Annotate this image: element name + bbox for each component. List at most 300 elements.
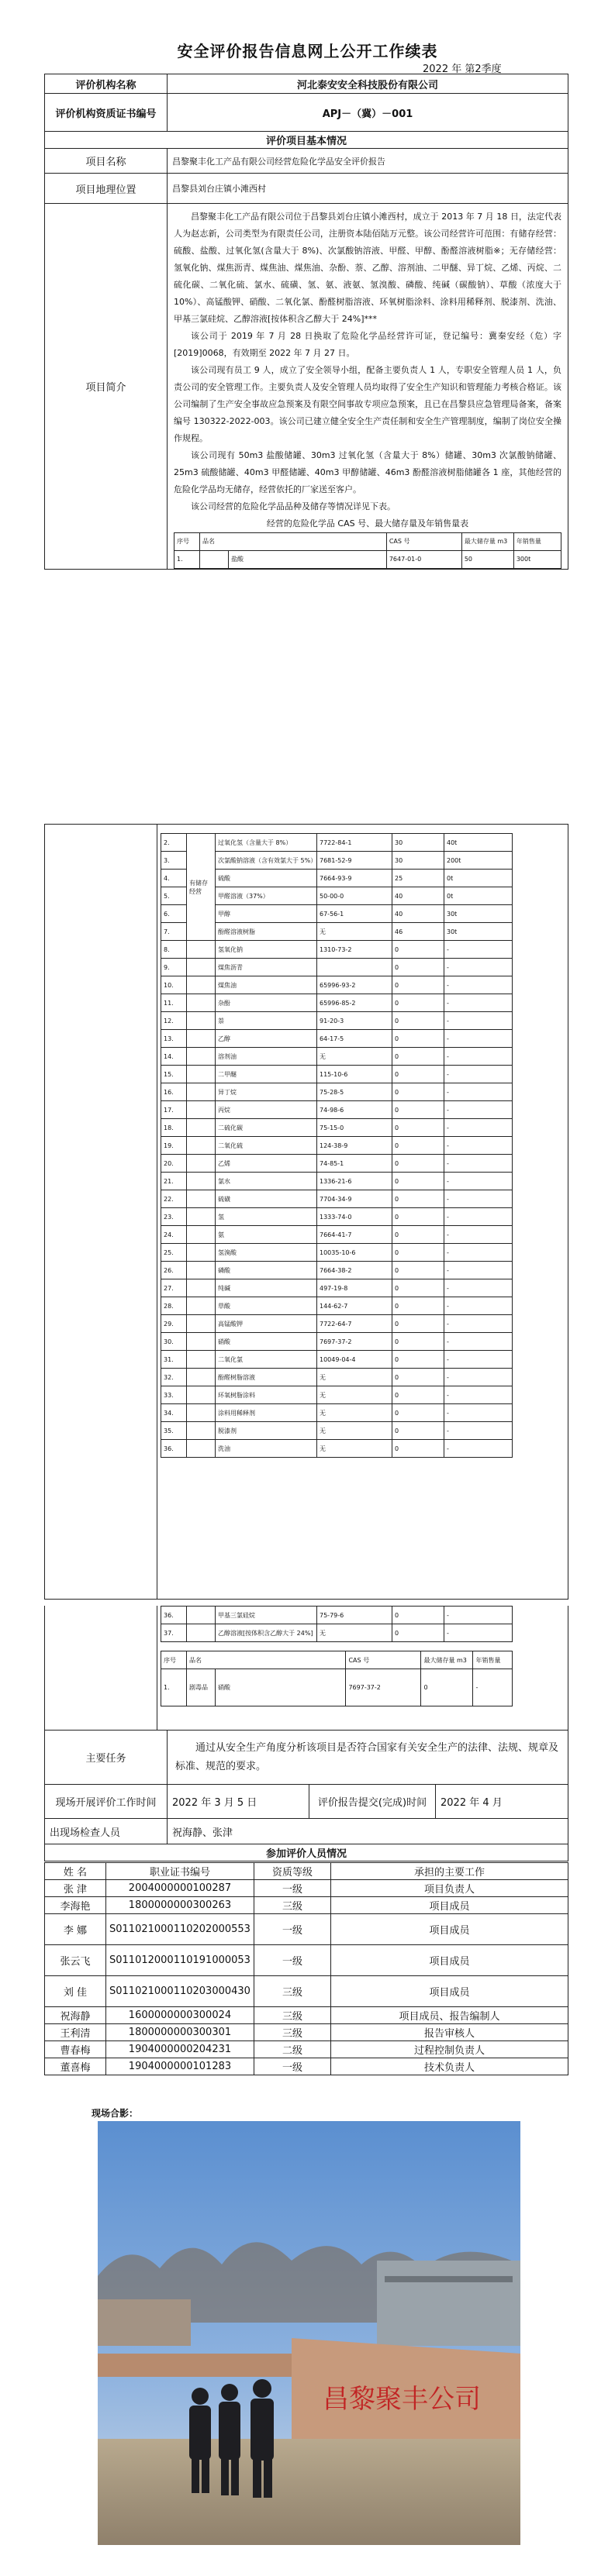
sub-header-cell: 年销售量 bbox=[473, 1651, 513, 1669]
chem-cell: 无 bbox=[317, 1386, 392, 1404]
chem-cell bbox=[187, 976, 216, 994]
table-caption: 经营的危险化学品 CAS 号、最大储存量及年销售量表 bbox=[266, 518, 469, 529]
chem-row bbox=[161, 1315, 513, 1333]
sub-cell: 硝酸 bbox=[216, 1669, 346, 1706]
chem-cell: 异丁烷 bbox=[216, 1083, 317, 1101]
sub-header-cell: 序号 bbox=[174, 533, 200, 551]
chem-cell: 二硫化碳 bbox=[216, 1119, 317, 1137]
chem-cell bbox=[187, 1404, 216, 1422]
intro-paragraph: 该公司现有 50m3 盐酸储罐、30m3 过氧化氢（含量大于 8%）储罐、30m3 次氯酸钠储罐、25m3 硫酸储罐、40m3 甲醛储罐、40m3 甲醇储罐、46m3 酚醛溶液树脂储罐各 1 座，其他经营的危险化学品均无储存，经营依托的厂家送至客户。 bbox=[174, 450, 561, 494]
chem-cell: 6. bbox=[161, 905, 187, 923]
chem-cell: 16. bbox=[161, 1083, 187, 1101]
location-label: 项目地理位置 bbox=[45, 174, 168, 204]
chem-cell: 0 bbox=[392, 1101, 444, 1119]
sub-header-cell: 序号 bbox=[161, 1651, 187, 1669]
chem-cell: 7664-41-7 bbox=[317, 1226, 392, 1244]
staff-cell: 二级 bbox=[254, 2041, 330, 2058]
chem-cell: 0 bbox=[392, 1226, 444, 1244]
chem-cell: - bbox=[444, 1137, 513, 1155]
chem-cell: - bbox=[444, 994, 513, 1012]
chem-cell: 91-20-3 bbox=[317, 1012, 392, 1030]
chem-cell bbox=[187, 1048, 216, 1066]
chem-cell: 29. bbox=[161, 1315, 187, 1333]
sub-cell: 7697-37-2 bbox=[346, 1669, 421, 1706]
chem-row bbox=[161, 1624, 513, 1642]
info-table bbox=[44, 74, 568, 570]
sub-cell: 50 bbox=[461, 551, 513, 569]
staff-cell: 李海艳 bbox=[45, 1897, 106, 1914]
chem-cell: 40t bbox=[444, 834, 513, 852]
staff-cell: 1904000000204231 bbox=[106, 2041, 254, 2058]
chem-cell bbox=[317, 959, 392, 976]
chem-row bbox=[161, 1012, 513, 1030]
staff-cell: 三级 bbox=[254, 1897, 330, 1914]
chem-cell: 0 bbox=[392, 959, 444, 976]
chem-table-b bbox=[161, 1606, 513, 1642]
sub-cell: 1. bbox=[174, 551, 200, 569]
chem-cell: - bbox=[444, 1083, 513, 1101]
chem-cell: 30. bbox=[161, 1333, 187, 1351]
staff-cell: 项目负责人 bbox=[330, 1880, 568, 1897]
chem-cell bbox=[187, 1244, 216, 1262]
chem-cell bbox=[187, 1190, 216, 1208]
chem-cell: 无 bbox=[317, 1048, 392, 1066]
chem-cell: 0t bbox=[444, 887, 513, 905]
chem-cell: - bbox=[444, 1351, 513, 1369]
chem-row bbox=[161, 1173, 513, 1190]
chem-cell: 1336-21-6 bbox=[317, 1173, 392, 1190]
chem-cell: 7697-37-2 bbox=[317, 1333, 392, 1351]
chem-cell bbox=[187, 1386, 216, 1404]
staff-cell: 报告审核人 bbox=[330, 2024, 568, 2041]
chem-cell: 硫酸 bbox=[216, 870, 317, 887]
staff-cell: 项目成员 bbox=[330, 1945, 568, 1976]
chem-cell: 0 bbox=[392, 1048, 444, 1066]
chem-cell: - bbox=[444, 1404, 513, 1422]
staff-row bbox=[45, 2007, 568, 2024]
chem-row bbox=[161, 1048, 513, 1066]
chem-cell: - bbox=[444, 1190, 513, 1208]
chem-cell: 30t bbox=[444, 923, 513, 941]
chem-row bbox=[161, 1297, 513, 1315]
chem-cell: 200t bbox=[444, 852, 513, 870]
chem-cell: - bbox=[444, 1369, 513, 1386]
chem-cell: 环氧树脂涂料 bbox=[216, 1386, 317, 1404]
staff-cell: 过程控制负责人 bbox=[330, 2041, 568, 2058]
chem-cell: 34. bbox=[161, 1404, 187, 1422]
chem-cell: 37. bbox=[161, 1624, 187, 1642]
staff-row bbox=[45, 1945, 568, 1976]
chem-cell: 0 bbox=[392, 1279, 444, 1297]
chem-cell: 0 bbox=[392, 1012, 444, 1030]
chem-row bbox=[161, 994, 513, 1012]
chem-row bbox=[161, 1351, 513, 1369]
chem-cell: 0 bbox=[392, 1244, 444, 1262]
chem-cell: 50-00-0 bbox=[317, 887, 392, 905]
chem-cell: 75-15-0 bbox=[317, 1119, 392, 1137]
location-value: 昌黎县刘台庄镇小滩西村 bbox=[168, 174, 568, 204]
chem-cell: 11. bbox=[161, 994, 187, 1012]
chem-cell: 氨 bbox=[216, 1226, 317, 1244]
staff-cell: 项目成员 bbox=[330, 1976, 568, 2007]
chem-cell: 13. bbox=[161, 1030, 187, 1048]
chem-cell: 31. bbox=[161, 1351, 187, 1369]
chem-cell: 46 bbox=[392, 923, 444, 941]
org-value: 河北泰安安全科技股份有限公司 bbox=[168, 74, 568, 94]
chem-cell: 酚醛树脂溶液 bbox=[216, 1369, 317, 1386]
chem-cell: 33. bbox=[161, 1386, 187, 1404]
staff-cell: 技术负责人 bbox=[330, 2058, 568, 2075]
staff-cell: 1800000000300263 bbox=[106, 1897, 254, 1914]
chem-row bbox=[161, 941, 513, 959]
chem-cell: 10035-10-6 bbox=[317, 1244, 392, 1262]
chem-cell: 40 bbox=[392, 905, 444, 923]
staff-row bbox=[45, 1914, 568, 1945]
chem-cell: 乙烯 bbox=[216, 1155, 317, 1173]
chem-cell bbox=[187, 1119, 216, 1137]
submit-time-value: 2022 年 4 月 bbox=[436, 1785, 568, 1819]
chem-cell: 0 bbox=[392, 1208, 444, 1226]
chem-cell: 32. bbox=[161, 1369, 187, 1386]
chem-cell: - bbox=[444, 1297, 513, 1315]
chem-cell: 0 bbox=[392, 1137, 444, 1155]
chem-cell: 0 bbox=[392, 1262, 444, 1279]
chem-cell: 64-17-5 bbox=[317, 1030, 392, 1048]
sub-header-cell: CAS 号 bbox=[346, 1651, 421, 1669]
chem-row bbox=[161, 1190, 513, 1208]
staff-header: 承担的主要工作 bbox=[330, 1863, 568, 1880]
org-label: 评价机构名称 bbox=[45, 74, 168, 94]
sub-cell: 剧毒品 bbox=[187, 1669, 216, 1706]
chem-cell: - bbox=[444, 1607, 513, 1624]
chem-cell: 0 bbox=[392, 1386, 444, 1404]
chem-cell: 0 bbox=[392, 1297, 444, 1315]
chem-cell: 硝酸 bbox=[216, 1333, 317, 1351]
chem-cell: 甲醛溶液（37%） bbox=[216, 887, 317, 905]
chem-cell: 无 bbox=[317, 1369, 392, 1386]
chem-cell: 萘 bbox=[216, 1012, 317, 1030]
chem-cell: 过氧化氢（含量大于 8%） bbox=[216, 834, 317, 852]
section-basic: 评价项目基本情况 bbox=[45, 132, 568, 149]
chem-cell: 无 bbox=[317, 1422, 392, 1440]
staff-cell: 1800000000300301 bbox=[106, 2024, 254, 2041]
chem-cell: 30 bbox=[392, 852, 444, 870]
chem-cell: 21. bbox=[161, 1173, 187, 1190]
tasks-label: 主要任务 bbox=[45, 1731, 168, 1785]
staff-cell: 张云飞 bbox=[45, 1945, 106, 1976]
chem-cell: 17. bbox=[161, 1101, 187, 1119]
chem-cell: 高锰酸钾 bbox=[216, 1315, 317, 1333]
intro-label: 项目简介 bbox=[45, 204, 168, 570]
staff-cell: 一级 bbox=[254, 1914, 330, 1945]
chem-row bbox=[161, 1262, 513, 1279]
chem-cell: 0 bbox=[392, 1173, 444, 1190]
chem-cell: 9. bbox=[161, 959, 187, 976]
staff-row bbox=[45, 2041, 568, 2058]
chem-cell bbox=[187, 1333, 216, 1351]
staff-cell: S011021000110202000553 bbox=[106, 1914, 254, 1945]
chem-cell bbox=[187, 994, 216, 1012]
chem-cell: 14. bbox=[161, 1048, 187, 1066]
chem-cell: 8. bbox=[161, 941, 187, 959]
chem-cell: 65996-85-2 bbox=[317, 994, 392, 1012]
chem-cell: 15. bbox=[161, 1066, 187, 1083]
chem-cell: - bbox=[444, 1048, 513, 1066]
chem-row bbox=[161, 1137, 513, 1155]
sub-cell: 7647-01-0 bbox=[386, 551, 461, 569]
chem-cell: - bbox=[444, 976, 513, 994]
chem-cell: 0 bbox=[392, 976, 444, 994]
chem-row bbox=[161, 1440, 513, 1458]
chem-cell: 脱漆剂 bbox=[216, 1422, 317, 1440]
chem-cell: 30t bbox=[444, 905, 513, 923]
inspector-value: 祝海静、张津 bbox=[168, 1819, 568, 1844]
staff-header: 职业证书编号 bbox=[106, 1863, 254, 1880]
sub-header-cell: 最大储存量 m3 bbox=[421, 1651, 473, 1669]
quarter-label: 2022 年 第2季度 bbox=[423, 64, 502, 75]
sub-header-cell: CAS 号 bbox=[386, 533, 461, 551]
chem-cell: 4. bbox=[161, 870, 187, 887]
chem-cell: 丙烷 bbox=[216, 1101, 317, 1119]
chem-row bbox=[161, 1030, 513, 1048]
chem-row bbox=[161, 1066, 513, 1083]
chem-cell bbox=[187, 1422, 216, 1440]
chem-cell bbox=[187, 1279, 216, 1297]
chem-cell: 0 bbox=[392, 1404, 444, 1422]
chem-cell: 0 bbox=[392, 1351, 444, 1369]
chem-cell: 67-56-1 bbox=[317, 905, 392, 923]
chem-cell: - bbox=[444, 1155, 513, 1173]
staff-section: 参加评价人员情况 bbox=[45, 1844, 568, 1861]
chem-cell: 0 bbox=[392, 1066, 444, 1083]
cert-value: APJ－（冀）－001 bbox=[168, 94, 568, 132]
chem-cell: 0 bbox=[392, 1030, 444, 1048]
chem-cell bbox=[187, 1173, 216, 1190]
chem-cell: 10. bbox=[161, 976, 187, 994]
chem-cell: 3. bbox=[161, 852, 187, 870]
chem-cell: - bbox=[444, 1440, 513, 1458]
staff-cell: 三级 bbox=[254, 1976, 330, 2007]
chem-cell: 25. bbox=[161, 1244, 187, 1262]
chem-cell: 0 bbox=[392, 1190, 444, 1208]
sub-header-cell: 最大储存量 m3 bbox=[461, 533, 513, 551]
chem-cell: - bbox=[444, 1244, 513, 1262]
staff-cell: 一级 bbox=[254, 1880, 330, 1897]
chem-cell bbox=[187, 1226, 216, 1244]
chem-cell: - bbox=[444, 1066, 513, 1083]
staff-header: 姓 名 bbox=[45, 1863, 106, 1880]
chem-cell: 二甲醚 bbox=[216, 1066, 317, 1083]
chem-row bbox=[161, 1422, 513, 1440]
chem-cell: 二氧化氯 bbox=[216, 1351, 317, 1369]
staff-cell: 项目成员 bbox=[330, 1914, 568, 1945]
chem-cell: - bbox=[444, 1333, 513, 1351]
chem-cell: 27. bbox=[161, 1279, 187, 1297]
chem-cell: - bbox=[444, 1012, 513, 1030]
staff-row bbox=[45, 1897, 568, 1914]
sub-header-cell: 年销售量 bbox=[513, 533, 561, 551]
chem-group-label: 有储存经营 bbox=[187, 834, 216, 941]
chem-cell: 甲醇 bbox=[216, 905, 317, 923]
chem-cell: 23. bbox=[161, 1208, 187, 1226]
staff-cell: 一级 bbox=[254, 2058, 330, 2075]
site-time-label: 现场开展评价工作时间 bbox=[45, 1785, 168, 1819]
sign-text: 昌黎聚丰公司 bbox=[323, 2384, 481, 2415]
staff-cell: 项目成员、报告编制人 bbox=[330, 2007, 568, 2024]
chem-cell: 无 bbox=[317, 1404, 392, 1422]
chem-cell: - bbox=[444, 1422, 513, 1440]
chem-cell: - bbox=[444, 1208, 513, 1226]
staff-row bbox=[45, 1880, 568, 1897]
staff-cell: 1600000000300024 bbox=[106, 2007, 254, 2024]
sub-header-cell: 品名 bbox=[200, 533, 387, 551]
chem-cell: - bbox=[444, 1226, 513, 1244]
chem-cell: 25 bbox=[392, 870, 444, 887]
chem-cell: 次氯酸钠溶液（含有效氯大于 5%） bbox=[216, 852, 317, 870]
chem-cell bbox=[187, 959, 216, 976]
chem-row bbox=[161, 1101, 513, 1119]
project-label: 项目名称 bbox=[45, 149, 168, 174]
sub-cell: 300t bbox=[513, 551, 561, 569]
photo-title: 现场合影： bbox=[92, 2108, 139, 2119]
chem-cell: 1310-73-2 bbox=[317, 941, 392, 959]
chem-cell bbox=[187, 1297, 216, 1315]
staff-cell: 曹春梅 bbox=[45, 2041, 106, 2058]
chem-cell: 溶剂油 bbox=[216, 1048, 317, 1066]
chem-cell: 乙醇溶液[按体积含乙醇大于 24%] bbox=[216, 1624, 317, 1642]
chem-cell: 草酸 bbox=[216, 1297, 317, 1315]
chem-cell bbox=[187, 1369, 216, 1386]
site-photo-image bbox=[98, 2121, 520, 2545]
chem-cell: 硫磺 bbox=[216, 1190, 317, 1208]
sub-cell: 1. bbox=[161, 1669, 187, 1706]
chem-cell: 无 bbox=[317, 923, 392, 941]
staff-cell: 三级 bbox=[254, 2007, 330, 2024]
chem-cell: 12. bbox=[161, 1012, 187, 1030]
staff-cell: S011012000110191000053 bbox=[106, 1945, 254, 1976]
chem-cell: 65996-93-2 bbox=[317, 976, 392, 994]
intro-paragraph: 该公司于 2019 年 7 月 28 日换取了危险化学品经营许可证，登记编号：冀秦安经（危）字[2019]0068，有效期至 2022 年 7 月 27 日。 bbox=[174, 331, 561, 358]
intro-paragraph: 该公司现有员工 9 人，成立了安全领导小组，配备主要负责人 1 人，专职安全管理人员 1 人，负责公司的安全管理工作。主要负责人及安全管理人员均取得了安全生产知识和管理能力考核合格证。该公司编制了生产安全事故应急预案及有限空间事故专项应急预案，且已在昌黎县应急管理局备案，备案编号 130322-2022-003。该公司已建立健全安全生产责任制和安全生产管理制度，编制了岗位安全操作规程。 bbox=[174, 365, 561, 443]
sub-header-cell: 品名 bbox=[187, 1651, 346, 1669]
chem-cell bbox=[187, 1351, 216, 1369]
staff-row bbox=[45, 2024, 568, 2041]
chem-cell: 75-79-6 bbox=[317, 1607, 392, 1624]
chem-cell: 22. bbox=[161, 1190, 187, 1208]
chem-cell bbox=[187, 1066, 216, 1083]
chem-cell: 0 bbox=[392, 941, 444, 959]
chem-cell: 酚醛溶液树脂 bbox=[216, 923, 317, 941]
chem-cell: 磷酸 bbox=[216, 1262, 317, 1279]
chem-row bbox=[161, 1386, 513, 1404]
chem-cell: 74-85-1 bbox=[317, 1155, 392, 1173]
staff-cell: 王利清 bbox=[45, 2024, 106, 2041]
chem-row bbox=[161, 1369, 513, 1386]
chem-cell bbox=[187, 1030, 216, 1048]
chem-cell: 7. bbox=[161, 923, 187, 941]
staff-cell: 一级 bbox=[254, 1945, 330, 1976]
chem-cell bbox=[187, 1012, 216, 1030]
chem-cell: 0 bbox=[392, 1119, 444, 1137]
chem-cell: 杂酚 bbox=[216, 994, 317, 1012]
sub-cell: 盐酸 bbox=[229, 551, 387, 569]
chem-row bbox=[161, 1226, 513, 1244]
chem-cell: - bbox=[444, 1315, 513, 1333]
chem-cell bbox=[187, 1208, 216, 1226]
chem-cell bbox=[187, 941, 216, 959]
chem-cell: 36. bbox=[161, 1607, 187, 1624]
chem-cell: 115-10-6 bbox=[317, 1066, 392, 1083]
chem-cell: 氯水 bbox=[216, 1173, 317, 1190]
chem-table-c bbox=[161, 1651, 513, 1706]
chem-cell: 7704-34-9 bbox=[317, 1190, 392, 1208]
staff-header: 资质等级 bbox=[254, 1863, 330, 1880]
chem-cell: 0 bbox=[392, 1315, 444, 1333]
chem-cell: 氢溴酸 bbox=[216, 1244, 317, 1262]
chem-cell: - bbox=[444, 941, 513, 959]
chem-cell: 0 bbox=[392, 1440, 444, 1458]
chem-cell bbox=[187, 1607, 216, 1624]
tasks-value: 通过从安全生产角度分析该项目是否符合国家有关安全生产的法律、法规、规章及标准、规范的要求。 bbox=[168, 1731, 568, 1785]
chem-cell: 煤焦沥青 bbox=[216, 959, 317, 976]
staff-cell: 李 娜 bbox=[45, 1914, 106, 1945]
chem-cell: 28. bbox=[161, 1297, 187, 1315]
staff-cell: 1904000000101283 bbox=[106, 2058, 254, 2075]
chem-cell: 乙醇 bbox=[216, 1030, 317, 1048]
chem-row bbox=[161, 1279, 513, 1297]
chem-cell bbox=[187, 1155, 216, 1173]
chem-cell: 7722-84-1 bbox=[317, 834, 392, 852]
project-value: 昌黎聚丰化工产品有限公司经营危险化学品安全评价报告 bbox=[168, 149, 568, 174]
chem-cell: 0 bbox=[392, 1369, 444, 1386]
staff-cell: 刘 佳 bbox=[45, 1976, 106, 2007]
chem-cell: 5. bbox=[161, 887, 187, 905]
chem-cell: 1333-74-0 bbox=[317, 1208, 392, 1226]
chem-cell: 7681-52-9 bbox=[317, 852, 392, 870]
sub-cell: 0 bbox=[421, 1669, 473, 1706]
page-title: 安全评价报告信息网上公开工作续表 bbox=[177, 42, 438, 60]
chem-cell: 30 bbox=[392, 834, 444, 852]
staff-cell: 项目成员 bbox=[330, 1897, 568, 1914]
chem-cell: 无 bbox=[317, 1624, 392, 1642]
staff-cell: 张 津 bbox=[45, 1880, 106, 1897]
chem-cell: 26. bbox=[161, 1262, 187, 1279]
chem-row bbox=[161, 1333, 513, 1351]
chem-cell: 无 bbox=[317, 1440, 392, 1458]
staff-cell: 董喜梅 bbox=[45, 2058, 106, 2075]
chem-cell: 0 bbox=[392, 994, 444, 1012]
chem-cell: - bbox=[444, 1173, 513, 1190]
chem-row bbox=[161, 1607, 513, 1624]
chem-cell: 10049-04-4 bbox=[317, 1351, 392, 1369]
chem-cell bbox=[187, 1083, 216, 1101]
chem-row bbox=[161, 976, 513, 994]
site-photo bbox=[98, 2121, 520, 2545]
chem-cell: 36. bbox=[161, 1440, 187, 1458]
staff-table bbox=[44, 1862, 568, 2075]
inspector-label: 出现场检查人员 bbox=[45, 1819, 168, 1844]
chem-cell: 纯碱 bbox=[216, 1279, 317, 1297]
chem-cell: - bbox=[444, 959, 513, 976]
tasks-table bbox=[44, 1730, 568, 1861]
chem-cell: 二氧化硫 bbox=[216, 1137, 317, 1155]
chem-cell: 7664-38-2 bbox=[317, 1262, 392, 1279]
chem-cell: 0t bbox=[444, 870, 513, 887]
staff-cell: 祝海静 bbox=[45, 2007, 106, 2024]
staff-row bbox=[45, 1976, 568, 2007]
site-time-value: 2022 年 3 月 5 日 bbox=[168, 1785, 309, 1819]
sub-cell: - bbox=[473, 1669, 513, 1706]
